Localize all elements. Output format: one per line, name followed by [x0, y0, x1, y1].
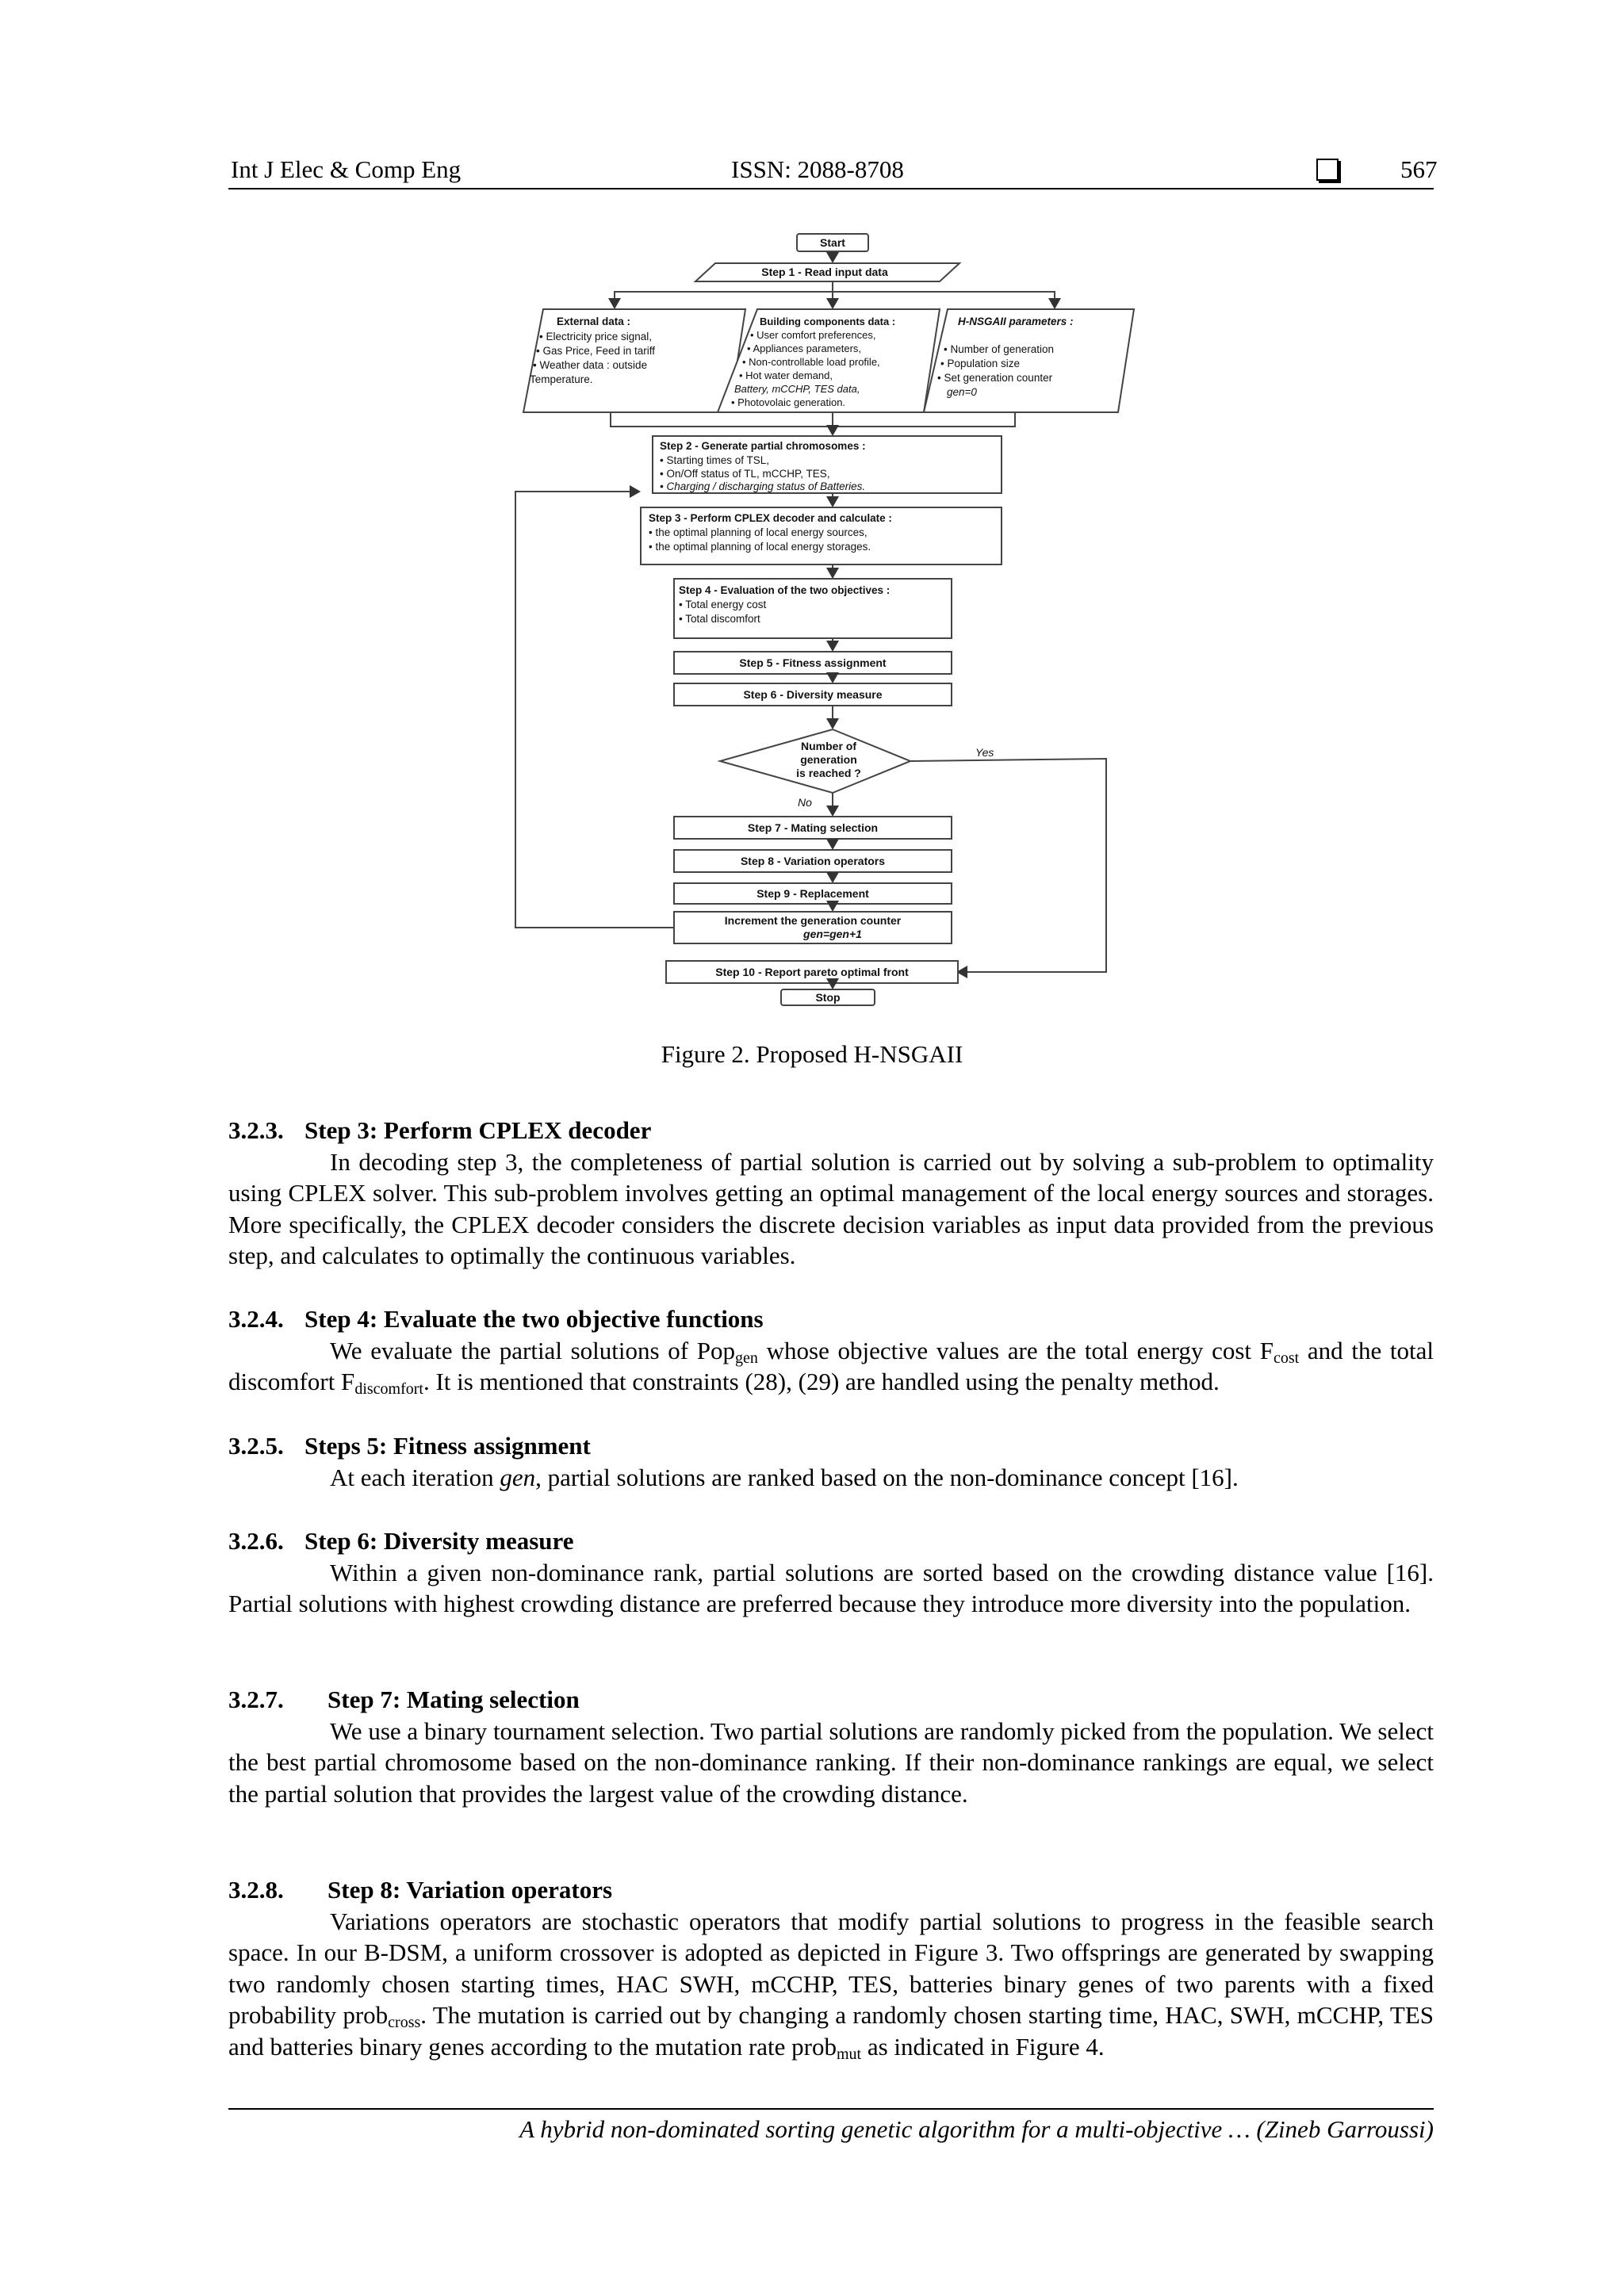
- footer-rule: [228, 2108, 1434, 2110]
- stop-label: Stop: [815, 991, 841, 1004]
- step2-title: Step 2 - Generate partial chromosomes :: [660, 440, 866, 452]
- decision-line: Number of: [801, 740, 856, 752]
- journal-name: Int J Elec & Comp Eng: [231, 155, 462, 183]
- section-paragraph: We evaluate the partial solutions of Pop$_{gen}$ whose objective values are the total energy cost $F_{cost}$ and the total discomfort $F_{discomfort}$. It is mentioned that constraints (28), (29) are handled using the penalty method.: [228, 1336, 1434, 1398]
- section-3-2-4: [228, 1303, 1434, 1398]
- params-item: • Population size: [940, 358, 1021, 369]
- section-paragraph: In decoding step 3, the completeness of partial solution is carried out by solving a sub-problem to optimality using CPLEX solver. This sub-problem involves getting an optimal management of the local energy sources and storages. More specifically, the CPLEX decoder considers the discrete decision variables as input data provided from the previous step, and calculates to optimally the continuous variables.: [228, 1147, 1434, 1269]
- yes-label: Yes: [975, 746, 994, 759]
- step4-item: • Total discomfort: [679, 613, 760, 625]
- decision-line: is reached ?: [796, 767, 861, 779]
- section-heading: 3.2.5. Steps 5: Fitness assignment: [228, 1432, 591, 1460]
- figure-caption: Figure 2. Proposed H-NSGAII: [661, 1040, 963, 1068]
- step4-title: Step 4 - Evaluation of the two objectives :: [679, 584, 891, 596]
- building-item: • User comfort preferences,: [750, 329, 876, 341]
- params-item: • Set generation counter: [937, 372, 1053, 384]
- external-item: • Weather data : outside: [533, 359, 648, 371]
- section-heading: 3.2.7. Step 7: Mating selection: [228, 1686, 580, 1713]
- external-title: External data :: [557, 316, 631, 327]
- step9-label: Step 9 - Replacement: [756, 887, 869, 900]
- step5-label: Step 5 - Fitness assignment: [739, 656, 887, 669]
- step3-item: • the optimal planning of local energy sources,: [649, 526, 868, 538]
- step1-label: Step 1 - Read input data: [761, 266, 888, 278]
- external-item: • Gas Price, Feed in tariff: [536, 345, 656, 357]
- section-paragraph: Within a given non-dominance rank, partial solutions are sorted based on the crowding distance value [16]. Partial solutions with highest crowding distance are preferred because they introduce more diversity into the population.: [228, 1558, 1434, 1617]
- step2-item: • Charging / discharging status of Batteries.: [660, 480, 866, 492]
- section-3-2-3: [228, 1115, 1434, 1272]
- section-3-2-5: [228, 1430, 1434, 1493]
- step7-label: Step 7 - Mating selection: [747, 821, 879, 834]
- building-item: • Hot water demand,: [739, 369, 833, 381]
- section-heading: 3.2.4. Step 4: Evaluate the two objective functions: [228, 1305, 764, 1333]
- params-item: • Number of generation: [944, 343, 1055, 355]
- section-paragraph: At each iteration gen, partial solutions are ranked based on the non-dominance concept [16].: [330, 1463, 1239, 1491]
- section-heading: 3.2.3. Step 3: Perform CPLEX decoder: [228, 1116, 652, 1144]
- increment-label: Increment the generation counter: [724, 914, 902, 927]
- step6-label: Step 6 - Diversity measure: [743, 688, 883, 701]
- no-label: No: [798, 796, 812, 809]
- building-item: • Appliances parameters,: [747, 342, 862, 354]
- step8-label: Step 8 - Variation operators: [740, 855, 886, 867]
- step3-item: • the optimal planning of local energy storages.: [649, 541, 871, 553]
- checkbox-bullet-icon: [1316, 159, 1339, 181]
- step4-item: • Total energy cost: [679, 599, 767, 610]
- params-item: gen=0: [947, 386, 977, 398]
- section-3-2-8: [228, 1874, 1434, 2062]
- section-paragraph: We use a binary tournament selection. Two partial solutions are randomly picked from the population. We select the best partial chromosome based on the non-dominance ranking. If their non-dominance rankings are equal, we select the partial solution that provides the largest value of the crowding distance.: [228, 1716, 1434, 1808]
- flowchart-figure: [508, 222, 1142, 1007]
- section-paragraph: Variations operators are stochastic operators that modify partial solutions to progress in the feasible search space. In our B-DSM, a uniform crossover is adopted as depicted in Figure 3. Two offsprings are generated by swapping two randomly chosen starting times, HAC SWH, mCCHP, TES, batteries binary genes of two parents with a fixed probability prob$_{cross}$. The mutation is carried out by changing a randomly chosen starting time, HAC, SWH, mCCHP, TES and batteries binary genes according to the mutation rate prob$_{mut}$ as indicated in Figure 4.: [228, 1907, 1434, 2063]
- building-item: • Non-controllable load profile,: [742, 356, 880, 368]
- building-item: Battery, mCCHP, TES data,: [734, 383, 860, 395]
- external-item: • Electricity price signal,: [539, 331, 653, 342]
- header-rule: [228, 188, 1434, 189]
- start-label: Start: [820, 236, 845, 249]
- step3-title: Step 3 - Perform CPLEX decoder and calculate :: [649, 512, 892, 524]
- params-title: H-NSGAII parameters :: [958, 316, 1074, 327]
- decision-line: generation: [800, 753, 857, 766]
- section-heading: 3.2.8. Step 8: Variation operators: [228, 1876, 613, 1904]
- section-heading: 3.2.6. Step 6: Diversity measure: [228, 1527, 574, 1555]
- step10-label: Step 10 - Report pareto optimal front: [715, 966, 909, 978]
- building-title: Building components data :: [760, 316, 896, 327]
- section-3-2-7: [228, 1684, 1434, 1809]
- page-number: 567: [1400, 155, 1438, 183]
- external-item: Temperature.: [530, 373, 593, 385]
- running-footer: A hybrid non-dominated sorting genetic algorithm for a multi-objective … (Zineb Garroussi): [519, 2115, 1434, 2143]
- issn: ISSN: 2088-8708: [731, 155, 904, 183]
- increment-formula: gen=gen+1: [803, 928, 862, 940]
- building-item: • Photovolaic generation.: [731, 396, 846, 408]
- step2-item: • Starting times of TSL,: [660, 454, 770, 466]
- step2-item: • On/Off status of TL, mCCHP, TES,: [660, 468, 830, 480]
- section-3-2-6: [228, 1525, 1434, 1620]
